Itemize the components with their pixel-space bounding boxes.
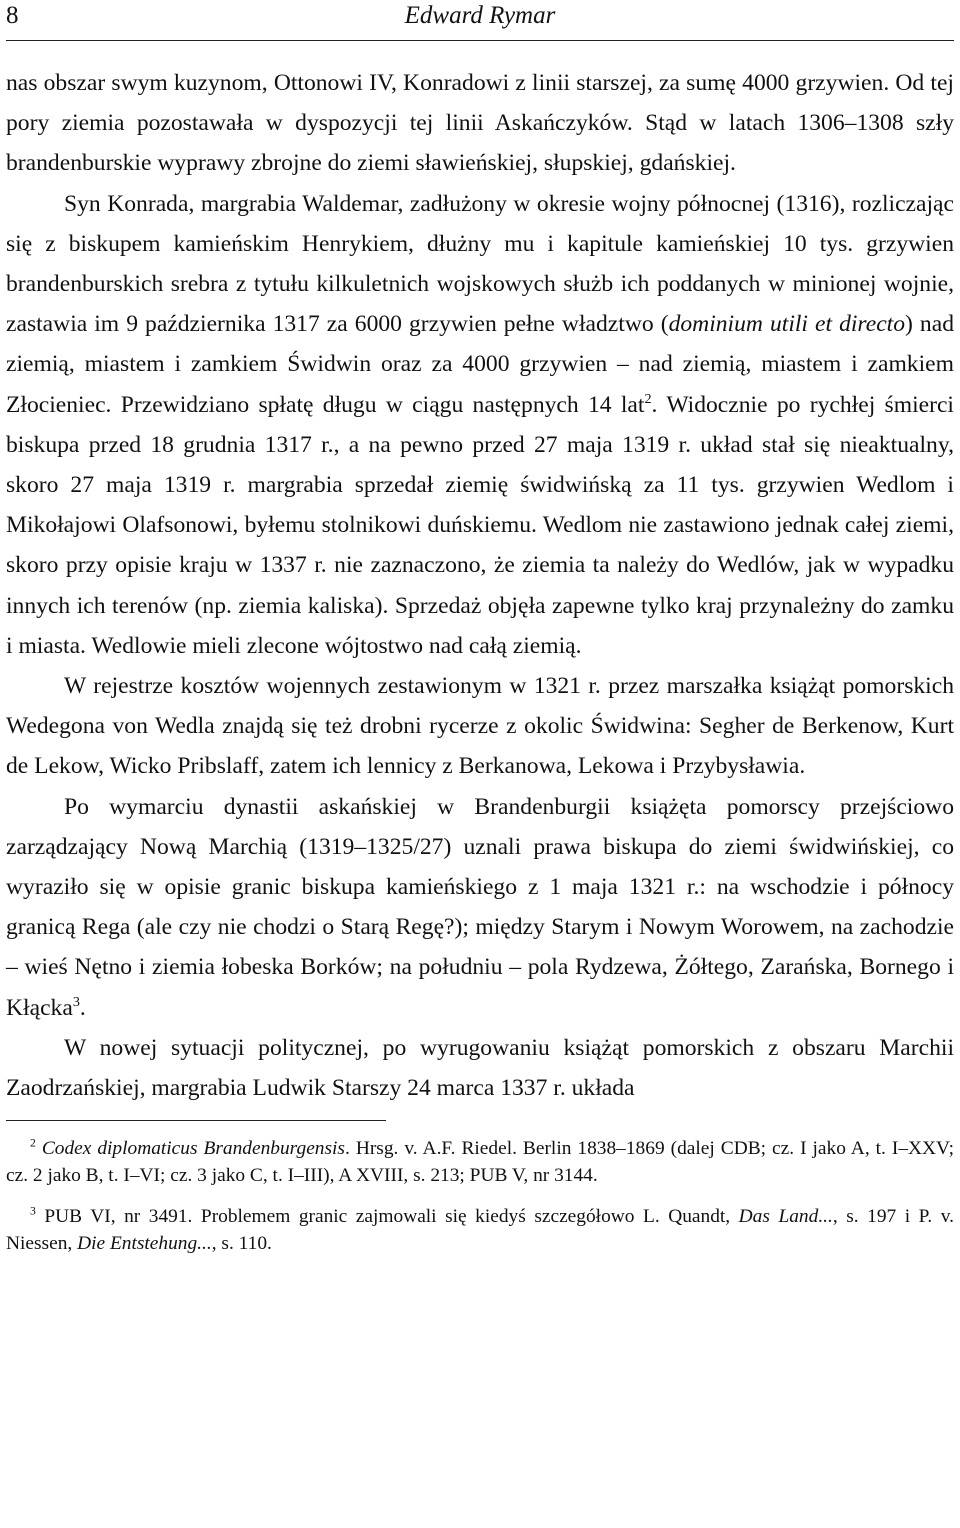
running-head-author: Edward Rymar (404, 2, 556, 29)
footnotes (6, 1135, 954, 1257)
footnote-3-title-1: Das Land... (738, 1206, 833, 1228)
footnote-3-title-2: Die Entstehung... (77, 1233, 212, 1255)
footnote-number-2: 2 (30, 1136, 36, 1150)
paragraph-3: W rejestrze kosztów wojennych zestawionym w 1321 r. przez marszałka książąt pomorskich Wedegona von Wedla znajdą się też drobni rycerze z okolic Świdwina: Segher de Berkenow, Kurt de Lekow, Wicko Pribslaff, zatem ich lennicy z Berkanowa, Lekowa i Przybysławia. (6, 673, 954, 780)
footnote-2: $^2$ Codex diplomaticus Brandenburgensis. Hrsg. v. A.F. Riedel. Berlin 1838–1869 (dalej CDB; cz. I jako A, t. I–XXV; cz. 2 jako B, t. I–VI; cz. 3 jako C, t. I–III), A XVIII, s. 213; PUB V, nr 3144. (6, 1136, 954, 1187)
footnote-number-3: 3 (30, 1204, 36, 1218)
footnote-2-title: Codex diplomaticus Brandenburgensis (41, 1138, 345, 1160)
paragraph-1: nas obszar swym kuzynom, Ottonowi IV, Konradowi z linii starszej, za sumę 4000 grzywien. Od tej pory ziemia pozostawała w dyspozycji tej linii Askańczyków. Stąd w latach 1306–1308 szły brandenburskie wyprawy zbrojne do ziemi sławieńskiej, słupskiej, gdańskiej. (6, 70, 954, 177)
page-number: 8 (6, 2, 19, 29)
footnote-3: $^3$ PUB VI, nr 3491. Problemem granic zajmowali się kiedyś szczegółowo L. Quandt, Das Land..., s. 197 i P. v. Niessen, Die Entstehung..., s. 110. (6, 1204, 954, 1255)
paragraph-2: Syn Konrada, margrabia Waldemar, zadłużony w okresie wojny północnej (1316), rozliczając się z biskupem kamieńskim Henrykiem, dłużny mu i kapitule kamieńskiej 10 tys. grzywien brandenburskich srebra z tytułu kilkuletnich wojskowych służb ich poddanych w minionej wojnie, zastawia im 9 października 1317 za 6000 grzywien pełne władztwo (dominium utili et directo) nad ziemią, miastem i zamkiem Świdwin oraz za 4000 grzywien – nad ziemią, miastem i zamkiem Złocieniec. Przewidziano spłatę długu w ciągu następnych 14 lat$^2$. Widocznie po rychłej śmierci biskupa przed 18 grudnia 1317 r., a na pewno przed 27 maja 1319 r. układ stał się nieaktualny, skoro 27 maja 1319 r. margrabia sprzedał ziemię świdwińską za 11 tys. grzywien Wedlom i Mikołajowi Olafsonowi, byłemu stolnikowi duńskiemu. Wedlom nie zastawiono jednak całej ziemi, skoro przy opisie kraju w 1337 r. nie zaznaczono, że ziemia ta należy do Wedlów, jak w wypadku innych ich terenów (np. ziemia kaliska). Sprzedaż objęła zapewne tylko kraj przynależny do zamku i miasta. Wedlowie mieli zlecone wójtostwo nad całą ziemią. (6, 190, 955, 659)
paragraph-4: Po wymarciu dynastii askańskiej w Brandenburgii książęta pomorscy przejściowo zarządzający Nową Marchią (1319–1325/27) uznali prawa biskupa do ziemi świdwińskiej, co wyraziło się w opisie granic biskupa kamieńskiego z 1 maja 1321 r.: na wschodzie i północy granicą Rega (ale czy nie chodzi o Starą Regę?); między Starym i Nowym Worowem, na zachodzie – wieś Nętno i ziemia łobeska Borków; na południu – pola Rydzewa, Żółtego, Zarańska, Bornego i Kłącka$^3$. (6, 793, 954, 1021)
body-text (6, 63, 954, 1108)
footnote-divider (6, 1120, 386, 1121)
latin-term: dominium utili et directo (668, 311, 906, 338)
footnote-ref-3[interactable]: 3 (72, 993, 80, 1010)
paragraph-5: W nowej sytuacji politycznej, po wyrugowaniu książąt pomorskich z obszaru Marchii Zaodrzańskiej, margrabia Ludwik Starszy 24 marca 1337 r. układa (6, 1034, 954, 1102)
book-page (6, 0, 954, 1271)
footnote-ref-2[interactable]: 2 (644, 390, 652, 407)
page-header (6, 0, 954, 41)
